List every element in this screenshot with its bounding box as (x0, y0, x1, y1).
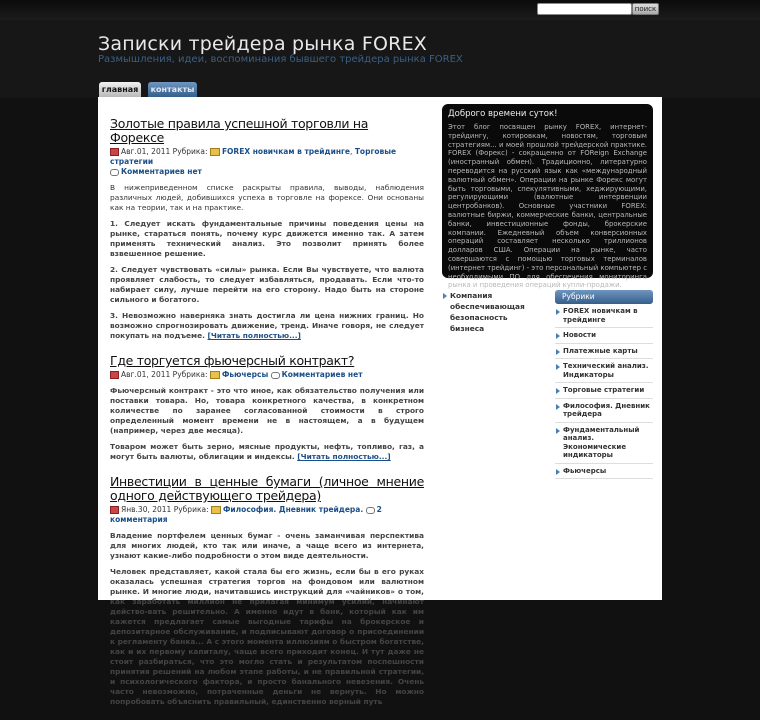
post (110, 117, 424, 341)
post-title[interactable]: Инвестиции в ценные бумаги (личное мнение одного действующего трейдера) (110, 474, 424, 503)
site-tagline: Размышления, идеи, воспоминания бывшего трейдера рынка FOREX (98, 54, 463, 65)
post-paragraph (110, 311, 424, 341)
category-link[interactable]: Фьючерсы (221, 370, 269, 379)
welcome-box (442, 104, 653, 290)
post-paragraph (110, 442, 424, 462)
post-paragraph: Человек представляет, какой стала бы его жизнь, если бы в его руках оказалась успешная стратегия торгов на фондовом или валютном рынке. И многие люди, начитавшись инструкций для «чайников» о том, как заработать миллион не прилагая минимум усилий, начинают действо-вать решительно. А именно идут в банк, который как им кажется предлагает самые выгодные тарифы на брокерское и депозитарное обслуживание, и подписывают договор о присоединении к регламенту банка... А с этого момента иллюзиям о быстром богатстве, как и их первому капиталу, чаще всего приходит конец. И тут даже не стоит разбираться, что это могло стать и результатом поспешности принятия решений на любом этапе работы, и не правильной стратегии, и психологического фактора, и просто банального невезения. Очень часто невозможно, потраченные деньги не вернуть. Но можно попробовать объяснить правильный, единственно верный путь (110, 567, 424, 706)
post-title[interactable]: Золотые правила успешной торговли на Форексе (110, 116, 369, 145)
welcome-title: Доброго времени суток! (448, 109, 558, 119)
rubric-item[interactable]: Технический анализ. Индикаторы (555, 359, 653, 383)
post-meta (110, 505, 424, 525)
folder-icon (210, 371, 220, 379)
post-date: Авг.01, 2011 (121, 370, 171, 379)
category-label: Рубрика: (172, 370, 208, 379)
sidebar-link[interactable]: Компания обеспечивающая безопасность бизнеса (442, 290, 544, 334)
rubric-item[interactable]: Философия. Дневник трейдера (555, 399, 653, 423)
post-text: Товаром может быть зерно, мясные продукты, нефть, топливо, газ, а могут быть валюты, облигации и индексы. (110, 442, 424, 461)
rubric-item[interactable]: Новости (555, 328, 653, 344)
post-paragraph: 1. Следует искать фундаментальные причины поведения цены на рынке, стараться понять, почему курс движется именно так. А затем применять технический анализ. Это позволит принять более взвешенное решение. (110, 219, 424, 258)
welcome-text: Этот блог посвящен рынку FOREX, интернет-трейдингу, котировкам, новостям, торговым стратегиям... и моей прошлой трейдерской практике. FOREX (Форекс) - сокращенно от FOReign Exchange (иностранный обмен). Традиционно, литературно переводится на русский язык как «международный валютный обмен». Операции на рынке Форекс могут быть торговыми, спекулятивными, хеджирующими, регулирующими (валютные интервенции центробанков). Основные участники FOREX: валютные биржи, коммерческие банки, центральные банки, инвестиционные фонды, брокерские компании. Ежедневный объем конверсионных операций составляет несколько триллионов долларов США. Операции на рынке, часто совершаются с помощью торговых терминалов (интернет трейдинг) - это персональный компьютер с необходимыми ПО для обеспечения мониторинга рынка и проведения операций купли-продажи. (448, 123, 647, 290)
category-link[interactable]: Философия. Дневник трейдера. (222, 505, 364, 514)
rubric-item[interactable]: Фундаментальный анализ. Экономические индикаторы (555, 423, 653, 464)
rubrics-title: Рубрики (555, 290, 653, 304)
category-link[interactable]: Торговые стратегии (110, 147, 397, 166)
comment-icon (366, 507, 375, 514)
comment-icon (271, 372, 280, 379)
folder-icon (211, 506, 221, 514)
folder-icon (210, 148, 220, 156)
search-input[interactable] (537, 3, 632, 15)
calendar-icon (110, 371, 119, 379)
post-paragraph: Владение портфелем ценных бумаг - очень заманчивая перспектива для многих людей, кто так или иначе, а чаще всего из интернета, узнают какие-либо подробности о этом виде деятельности. (110, 531, 424, 560)
rubrics-widget (555, 290, 653, 479)
comments-link[interactable]: 2 комментария (110, 505, 382, 524)
post-meta: Авг.01, 2011 Рубрика: FOREX новичкам в трейдинге, Торговые стратегии Комментариев нет (110, 147, 397, 176)
post-paragraph: 2. Следует чувствовать «силы» рынка. Если Вы чувствуете, что валюта проявляет слабость, то следует избавляться, продавать. Если что-то набирает силу, лучше перейти на его сторону. Надо быть на стороне сильного и богатого. (110, 265, 424, 304)
rubric-item[interactable]: Фьючерсы (555, 464, 653, 480)
category-label: Рубрика: (172, 147, 208, 156)
content-area (98, 97, 662, 706)
comments-link[interactable]: Комментариев нет (121, 167, 202, 176)
post-paragraph: В нижеприведенном списке раскрыты правила, выводы, наблюдения различных людей, добившихся успеха в торговле на форексе. Они основаны как на теории, так и на практике. (110, 183, 424, 212)
rubric-item[interactable]: Торговые стратегии (555, 383, 653, 399)
read-more-link[interactable]: [Читать полностью...] (207, 331, 301, 340)
comments-link[interactable]: Комментариев нет (281, 370, 363, 379)
site-title[interactable]: Записки трейдера рынка FOREX (98, 33, 427, 55)
links-list (442, 290, 544, 334)
category-label: Рубрика: (173, 505, 209, 514)
post-date: Авг.01, 2011 (121, 147, 171, 156)
post-paragraph: Фьючерсный контракт - это что иное, как обязательство получения или поставки товара. Но, товара конкретного качества, в конкретном количестве по заранее согласованной стоимости в строго определенный момент времени не в настоящем, а в будущем (например, через две месяца). (110, 386, 424, 435)
post (110, 475, 424, 707)
tab-contacts[interactable]: контакты (148, 82, 197, 97)
rubric-item[interactable]: Платежные карты (555, 344, 653, 360)
post-text: 3. Невозможно наверняка знать достигла ли цена нижних границ. Но возможно спрогнозировать движение, тренд. Иначе говоря, не следует покупать на подъеме. (110, 311, 424, 340)
tab-home[interactable]: главная (99, 82, 141, 97)
post (110, 354, 424, 462)
search-button[interactable]: поиск (632, 3, 659, 15)
main-column (110, 117, 424, 720)
category-link[interactable]: FOREX новичкам в трейдинге (221, 147, 351, 156)
post-date: Янв.30, 2011 (121, 505, 172, 514)
calendar-icon (110, 148, 119, 156)
post-meta (110, 370, 424, 380)
calendar-icon (110, 506, 119, 514)
comment-icon (110, 169, 119, 176)
read-more-link[interactable]: [Читать полностью...] (297, 452, 391, 461)
top-bar (0, 0, 760, 20)
rubric-item[interactable]: FOREX новичкам в трейдинге (555, 304, 653, 328)
post-title[interactable]: Где торгуется фьючерсный контракт? (110, 353, 355, 368)
